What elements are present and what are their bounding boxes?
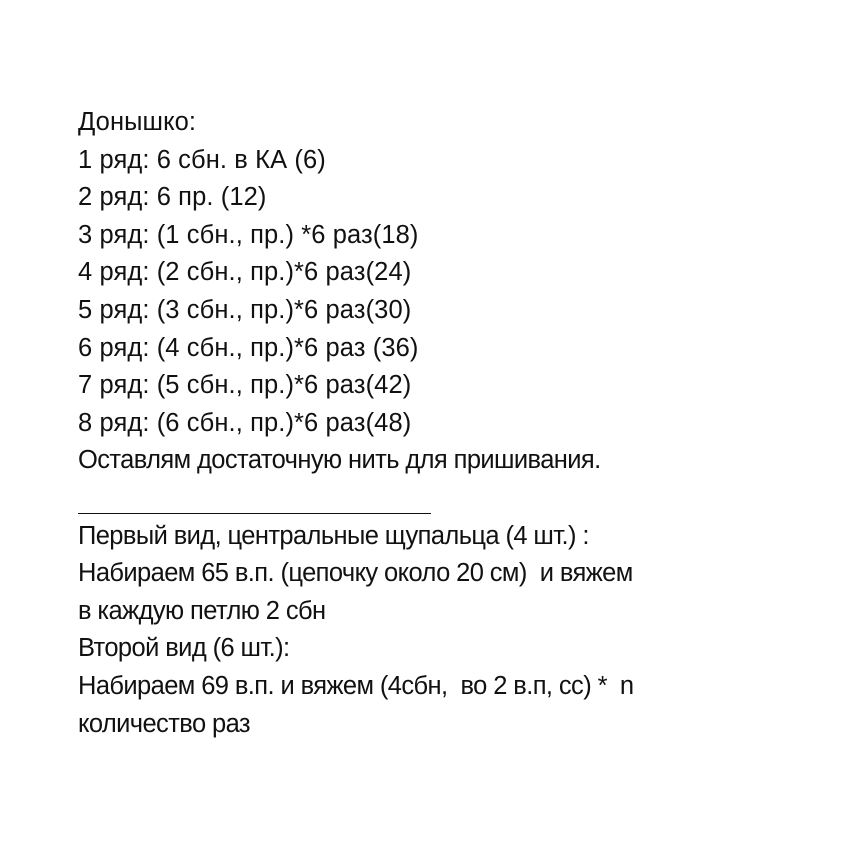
divider-line bbox=[78, 480, 818, 518]
section-text-line: Набираем 65 в.п. (цепочку около 20 см) и вяжем bbox=[78, 559, 633, 588]
section-text-line: Набираем 69 в.п. и вяжем (4сбн, во 2 в.п, сс) * n bbox=[78, 671, 634, 700]
row-instruction: 7 ряд: (5 сбн., пр.)*6 раз(42) bbox=[78, 371, 412, 400]
row-instruction: 2 ряд: 6 пр. (12) bbox=[78, 183, 267, 212]
row-instruction: 5 ряд: (3 сбн., пр.)*6 раз(30) bbox=[78, 295, 412, 324]
row-instruction: 1 ряд: 6 сбн. в КА (6) bbox=[78, 145, 326, 174]
row-instruction: 3 ряд: (1 сбн., пр.) *6 раз(18) bbox=[78, 220, 419, 249]
row-instruction: 8 ряд: (6 сбн., пр.)*6 раз(48) bbox=[78, 408, 412, 437]
rows-list bbox=[78, 142, 818, 443]
section-heading-bottom: Донышко: bbox=[78, 108, 197, 136]
section-title-second-type: Второй вид (6 шт.): bbox=[78, 634, 290, 663]
section-first-type bbox=[78, 518, 818, 631]
section-second-type bbox=[78, 630, 818, 743]
finishing-note: Оставлям достаточную нить для пришивания. bbox=[78, 446, 601, 475]
section-text-line: количество раз bbox=[78, 709, 250, 738]
divider-rule bbox=[78, 513, 431, 514]
crochet-pattern-document bbox=[78, 104, 818, 743]
section-text-line: в каждую петлю 2 сбн bbox=[78, 596, 326, 625]
row-instruction: 6 ряд: (4 сбн., пр.)*6 раз (36) bbox=[78, 333, 419, 362]
row-instruction: 4 ряд: (2 сбн., пр.)*6 раз(24) bbox=[78, 258, 412, 287]
section-title-first-type: Первый вид, центральные щупальца (4 шт.) : bbox=[78, 521, 589, 550]
